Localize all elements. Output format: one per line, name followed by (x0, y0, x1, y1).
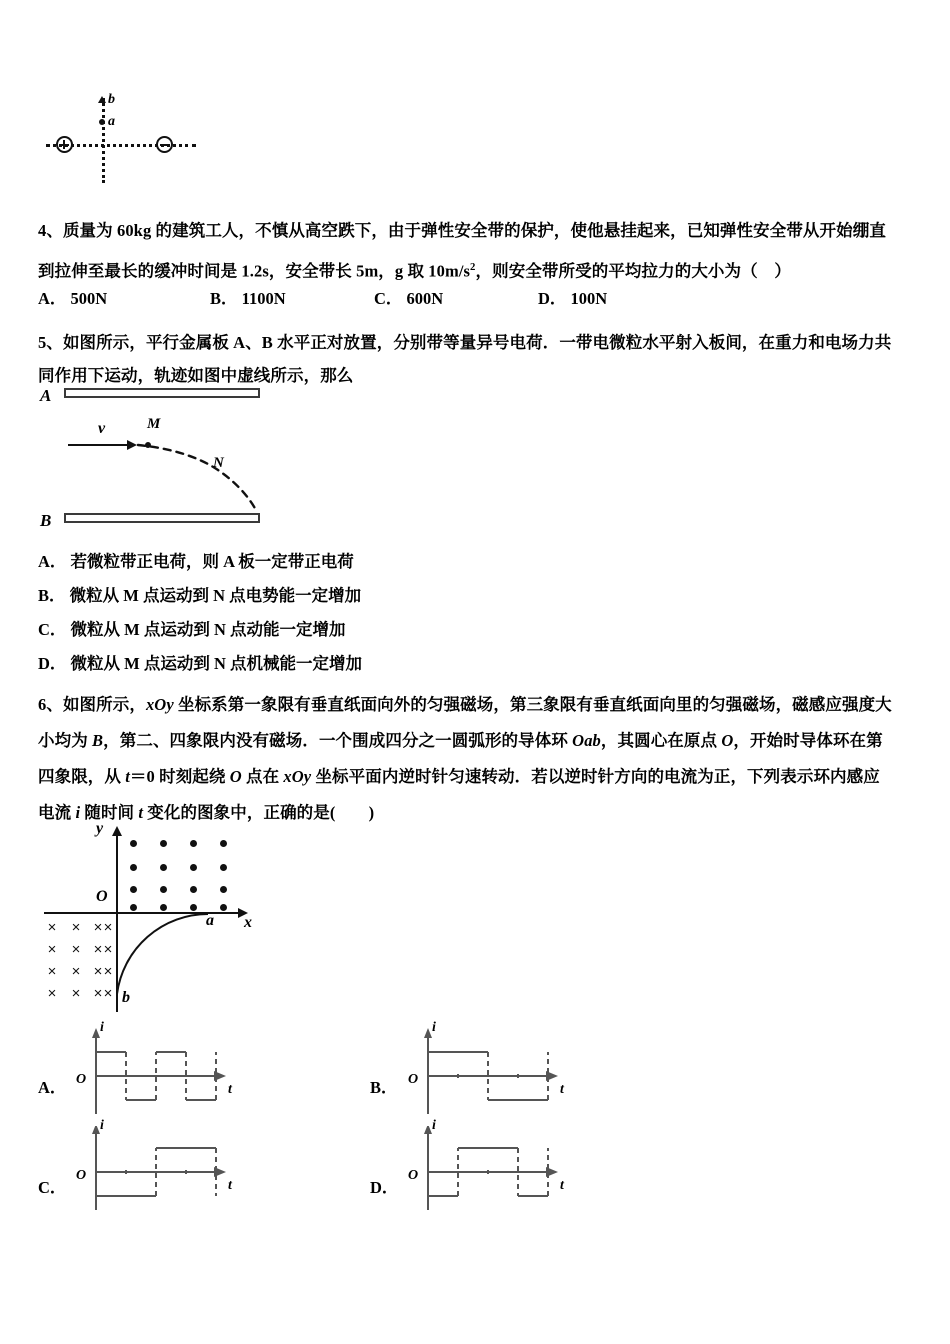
q5-option-c[interactable] (38, 616, 346, 640)
q6-line1-xoy: xOy (145, 695, 174, 714)
q4-option-d[interactable] (538, 285, 607, 309)
field-cross: × (103, 919, 113, 936)
q6-line3-b: ＝0 时刻起绕 (129, 767, 230, 786)
q5-option-b-text: 微粒从 M 点运动到 N 点电势能一定增加 (69, 586, 362, 605)
graph-d-letter: D． (370, 1178, 399, 1197)
field-cross: × (93, 985, 103, 1002)
graph-d-i-label: i (432, 1118, 436, 1133)
q4-option-d-letter: D． (538, 289, 567, 308)
q4-option-b-text: 1100N (241, 289, 286, 308)
point-b-arrow-icon (98, 96, 106, 103)
field-cross: × (103, 963, 113, 980)
vertical-dotted-axis (102, 98, 105, 183)
q4-option-a-letter: A． (38, 289, 67, 308)
field-cross: × (93, 963, 103, 980)
q6-line2-a: 小均为 (38, 731, 93, 750)
field-cross: × (103, 985, 113, 1002)
parallel-plates-figure (38, 382, 338, 542)
q6-line3-a: 四象限，从 (38, 767, 126, 786)
q5-option-b[interactable] (38, 582, 361, 606)
q6-line2 (38, 722, 883, 759)
q4-line2-post: ，则安全带所受的平均拉力的大小为（ ） (475, 261, 791, 281)
graph-option-c[interactable] (38, 1118, 248, 1226)
field-cross: × (103, 941, 113, 958)
field-cross: × (47, 985, 57, 1002)
q6-line3-t: t (125, 767, 130, 786)
positive-charge-icon (56, 136, 73, 153)
graph-d-origin-label: O (408, 1168, 419, 1183)
q6-line1 (38, 686, 892, 723)
field-cross: × (71, 919, 81, 936)
q6-line4-c: 变化的图象中，正确的是( ) (143, 803, 375, 822)
field-cross: × (93, 941, 103, 958)
q5-option-d-letter: D． (38, 654, 67, 673)
origin-label: O (96, 888, 108, 905)
graph-c-plot (38, 1126, 248, 1226)
q5-option-d-text: 微粒从 M 点运动到 N 点机械能一定增加 (70, 654, 363, 673)
q6-line4-i: i (75, 803, 81, 822)
field-cross: × (71, 941, 81, 958)
point-m-label: M (147, 416, 161, 432)
field-cross: × (71, 963, 81, 980)
graph-b-origin-label: O (408, 1072, 419, 1087)
plate-a-label: A (40, 386, 52, 405)
point-a-dot (99, 119, 105, 125)
graph-a-origin-label: O (76, 1072, 87, 1087)
q6-line4-t: t (138, 803, 144, 822)
field-cross: × (47, 963, 57, 980)
q4-option-c[interactable] (374, 285, 443, 309)
graph-c-letter: C． (38, 1178, 67, 1197)
q5-line2: 同作用下运动，轨迹如图中虚线所示，那么 (38, 366, 354, 385)
q5-option-c-text: 微粒从 M 点运动到 N 点动能一定增加 (70, 620, 346, 639)
point-n-label: N (213, 455, 224, 471)
point-m-dot (145, 442, 151, 448)
q6-line4-b: 随时间 (80, 803, 139, 822)
q6-line2-O: O (721, 731, 734, 750)
q5-option-a[interactable] (38, 548, 354, 572)
graph-c-origin-label: O (76, 1168, 87, 1183)
graph-option-a[interactable] (38, 1020, 248, 1126)
point-a-label: a (108, 114, 115, 129)
q6-line2-B: B (92, 731, 104, 750)
graph-d-t-label: t (560, 1178, 564, 1193)
q4-line1: 4、质量为 60kg 的建筑工人，不慎从高空跌下，由于弹性安全带的保护，使他悬挂起来，已知弹性安全带从开始绷直 (38, 221, 886, 240)
field-cross: × (47, 919, 57, 936)
q5-option-b-letter: B． (38, 586, 66, 605)
graph-b-t-label: t (560, 1082, 564, 1097)
quarter-circle-arc-oab (38, 822, 288, 1017)
graph-b-plot (370, 1026, 580, 1126)
q4-option-b-letter: B． (210, 289, 238, 308)
q4-option-d-text: 100N (570, 289, 608, 308)
two-point-charges-figure (38, 78, 298, 183)
graph-a-i-label: i (100, 1020, 104, 1035)
q6-line3-xoy: xOy (283, 767, 312, 786)
field-cross: × (93, 919, 103, 936)
point-b-label: b (108, 92, 115, 107)
graph-a-t-label: t (228, 1082, 232, 1097)
q6-line2-Oab: Oab (572, 731, 601, 750)
velocity-label: v (98, 420, 106, 437)
q5-option-a-text: 若微粒带正电荷，则 A 板一定带正电荷 (70, 552, 354, 571)
field-cross: × (71, 985, 81, 1002)
q5-line1: 5、如图所示，平行金属板 A、B 水平正对放置，分别带等量异号电荷．一带电微粒水平射入板间，在重力和电场力共 (38, 333, 892, 352)
negative-charge-icon (156, 136, 173, 153)
q4-line2-pre: 到拉伸至最长的缓冲时间是 1.2s，安全带长 5m，g 取 10m/s (38, 261, 471, 281)
point-a-label: a (206, 912, 214, 929)
trajectory-curve (38, 382, 338, 542)
graph-c-i-label: i (100, 1118, 104, 1133)
q6-line3-O: O (229, 767, 242, 786)
q4-option-c-letter: C． (374, 289, 403, 308)
q4-line2 (38, 249, 791, 290)
q6-line3 (38, 758, 880, 795)
q6-line4-a: 电流 (38, 803, 76, 822)
q6-line1-b: 坐标系第一象限有垂直纸面向外的匀强磁场，第三象限有垂直纸面向里的匀强磁场，磁感应强度大 (173, 695, 892, 714)
q6-line3-d: 坐标平面内逆时针匀速转动．若以逆时针方向的电流为正，下列表示环内感应 (311, 767, 880, 786)
graph-d-plot (370, 1126, 580, 1226)
xoy-quadrant-figure (38, 822, 288, 1012)
point-b-label: b (122, 989, 130, 1006)
q6-line2-b: ，第二、四象限内没有磁场．一个围成四分之一圆弧形的导体环 (103, 731, 573, 750)
field-cross: × (47, 941, 57, 958)
q6-line2-c: ，其圆心在原点 (600, 731, 722, 750)
q5-option-d[interactable] (38, 650, 362, 674)
q6-line3-c: 点在 (241, 767, 284, 786)
q5-option-a-letter: A． (38, 552, 67, 571)
graph-a-letter: A． (38, 1078, 67, 1097)
graph-b-letter: B． (370, 1078, 398, 1097)
y-axis-label: y (96, 820, 104, 837)
q4-option-a-text: 500N (70, 289, 108, 308)
q4-line2-superscript: 2 (470, 261, 476, 273)
plate-b-label: B (40, 511, 52, 530)
graph-option-b[interactable] (370, 1020, 580, 1126)
q6-line1-a: 6、如图所示， (38, 695, 146, 714)
graph-a-plot (38, 1026, 248, 1126)
q4-option-b[interactable] (210, 285, 286, 309)
graph-c-t-label: t (228, 1178, 232, 1193)
x-axis-label: x (244, 914, 252, 931)
q5-option-c-letter: C． (38, 620, 67, 639)
q4-option-a[interactable] (38, 285, 107, 309)
q6-line2-d: ，开始时导体环在第 (733, 731, 883, 750)
graph-b-i-label: i (432, 1020, 436, 1035)
q4-option-c-text: 600N (406, 289, 444, 308)
graph-option-d[interactable] (370, 1118, 580, 1226)
